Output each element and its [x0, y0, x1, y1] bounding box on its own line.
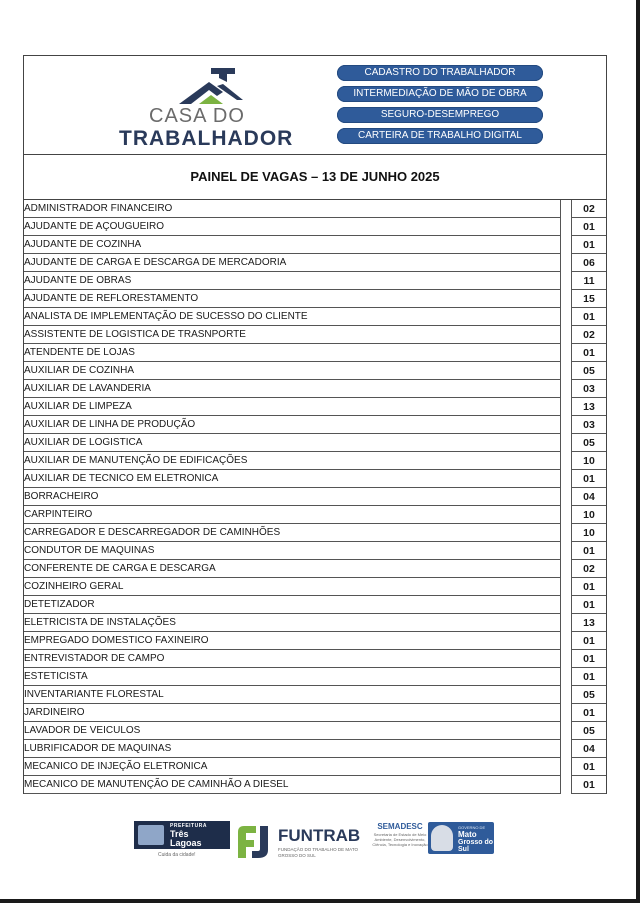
column-gap	[561, 416, 572, 434]
table-row	[24, 758, 606, 776]
column-gap	[561, 434, 572, 452]
funtrab-subtitle: FUNDAÇÃO DO TRABALHO DE MATO GROSSO DO SUL	[278, 847, 359, 858]
vaga-quantidade: 01	[572, 596, 607, 614]
table-row	[24, 308, 606, 326]
vaga-quantidade: 02	[572, 560, 607, 578]
service-cadastro: CADASTRO DO TRABALHADOR	[337, 65, 543, 81]
column-gap	[561, 380, 572, 398]
column-gap	[561, 344, 572, 362]
table-row	[24, 542, 606, 560]
column-gap	[561, 308, 572, 326]
vaga-cargo: ATENDENTE DE LOJAS	[24, 344, 561, 362]
table-row	[24, 632, 606, 650]
vaga-cargo: ELETRICISTA DE INSTALAÇÕES	[24, 614, 561, 632]
funtrab-name: FUNTRAB	[278, 826, 361, 845]
table-row	[24, 434, 606, 452]
vaga-quantidade: 01	[572, 668, 607, 686]
vaga-cargo: JARDINEIRO	[24, 704, 561, 722]
column-gap	[561, 362, 572, 380]
column-gap	[561, 578, 572, 596]
table-row	[24, 578, 606, 596]
vaga-quantidade: 05	[572, 686, 607, 704]
column-gap	[561, 470, 572, 488]
column-gap	[561, 722, 572, 740]
vaga-quantidade: 01	[572, 650, 607, 668]
table-row	[24, 416, 606, 434]
vaga-cargo: AJUDANTE DE COZINHA	[24, 236, 561, 254]
table-row	[24, 218, 606, 236]
vaga-cargo: CARREGADOR E DESCARREGADOR DE CAMINHÕES	[24, 524, 561, 542]
vaga-quantidade: 10	[572, 452, 607, 470]
vaga-cargo: AUXILIAR DE COZINHA	[24, 362, 561, 380]
vaga-cargo: CONFERENTE DE CARGA E DESCARGA	[24, 560, 561, 578]
vaga-quantidade: 01	[572, 218, 607, 236]
vaga-quantidade: 02	[572, 200, 607, 218]
table-row	[24, 200, 606, 218]
table-row	[24, 596, 606, 614]
table-row	[24, 344, 606, 362]
table-row	[24, 254, 606, 272]
vaga-cargo: MECANICO DE MANUTENÇÃO DE CAMINHÃO A DIESEL	[24, 776, 561, 794]
house-logo-icon	[177, 64, 247, 106]
column-gap	[561, 668, 572, 686]
vaga-quantidade: 01	[572, 470, 607, 488]
column-gap	[561, 398, 572, 416]
vaga-cargo: LUBRIFICADOR DE MAQUINAS	[24, 740, 561, 758]
table-row	[24, 614, 606, 632]
footer-logos	[0, 812, 640, 872]
state-emblem-icon	[431, 825, 453, 851]
column-gap	[561, 488, 572, 506]
column-gap	[561, 632, 572, 650]
vaga-quantidade: 01	[572, 308, 607, 326]
vaga-quantidade: 10	[572, 524, 607, 542]
vaga-cargo: EMPREGADO DOMESTICO FAXINEIRO	[24, 632, 561, 650]
table-row	[24, 524, 606, 542]
vaga-cargo: MECANICO DE INJEÇÃO ELETRONICA	[24, 758, 561, 776]
service-intermediacao: INTERMEDIAÇÃO DE MÃO DE OBRA	[337, 86, 543, 102]
vaga-cargo: BORRACHEIRO	[24, 488, 561, 506]
column-gap	[561, 524, 572, 542]
vaga-quantidade: 04	[572, 740, 607, 758]
vaga-quantidade: 15	[572, 290, 607, 308]
column-gap	[561, 776, 572, 794]
semadesc-subtitle: Secretaria de Estado de Meio Ambiente, Desenvolvimento, Ciência, Tecnologia e Inovação	[372, 832, 428, 847]
vagas-table	[24, 200, 606, 794]
vaga-cargo: INVENTARIANTE FLORESTAL	[24, 686, 561, 704]
table-row	[24, 398, 606, 416]
prefeitura-label: PREFEITURA	[170, 823, 207, 829]
vaga-cargo: AJUDANTE DE REFLORESTAMENTO	[24, 290, 561, 308]
service-seguro-desemprego: SEGURO-DESEMPREGO	[337, 107, 543, 123]
column-gap	[561, 704, 572, 722]
vaga-cargo: AUXILIAR DE LOGISTICA	[24, 434, 561, 452]
vaga-cargo: AJUDANTE DE AÇOUGUEIRO	[24, 218, 561, 236]
column-gap	[561, 236, 572, 254]
funtrab-mark-icon	[234, 822, 274, 862]
funtrab-logo	[234, 820, 364, 864]
document	[23, 55, 607, 794]
vaga-cargo: ADMINISTRADOR FINANCEIRO	[24, 200, 561, 218]
vaga-cargo: DETETIZADOR	[24, 596, 561, 614]
semadesc-logo	[372, 822, 428, 862]
services-list	[337, 65, 543, 149]
table-row	[24, 740, 606, 758]
vaga-quantidade: 13	[572, 398, 607, 416]
column-gap	[561, 218, 572, 236]
vaga-cargo: LAVADOR DE VEICULOS	[24, 722, 561, 740]
vaga-cargo: CARPINTEIRO	[24, 506, 561, 524]
column-gap	[561, 326, 572, 344]
table-row	[24, 668, 606, 686]
column-gap	[561, 506, 572, 524]
column-gap	[561, 740, 572, 758]
prefeitura-city-line2: Lagoas	[170, 838, 202, 848]
column-gap	[561, 650, 572, 668]
vaga-cargo: AUXILIAR DE LIMPEZA	[24, 398, 561, 416]
semadesc-name: SEMADESC	[377, 822, 423, 831]
table-row	[24, 326, 606, 344]
table-row	[24, 290, 606, 308]
prefeitura-badge	[134, 821, 230, 849]
logo-text-line2: TRABALHADOR	[119, 127, 294, 150]
vaga-cargo: AJUDANTE DE CARGA E DESCARGA DE MERCADORIA	[24, 254, 561, 272]
vaga-quantidade: 03	[572, 416, 607, 434]
ms-name-line2: Grosso do Sul	[458, 839, 494, 853]
vaga-quantidade: 13	[572, 614, 607, 632]
vaga-quantidade: 03	[572, 380, 607, 398]
table-row	[24, 470, 606, 488]
vaga-quantidade: 01	[572, 758, 607, 776]
table-row	[24, 488, 606, 506]
column-gap	[561, 560, 572, 578]
vaga-quantidade: 01	[572, 578, 607, 596]
service-carteira-digital: CARTEIRA DE TRABALHO DIGITAL	[337, 128, 543, 144]
column-gap	[561, 272, 572, 290]
ms-name-line1: Mato	[458, 830, 477, 839]
table-row	[24, 236, 606, 254]
column-gap	[561, 200, 572, 218]
city-emblem-icon	[138, 825, 164, 845]
column-gap	[561, 686, 572, 704]
vaga-cargo: AUXILIAR DE LINHA DE PRODUÇÃO	[24, 416, 561, 434]
logo-text-line1: CASA DO	[149, 105, 245, 127]
table-row	[24, 722, 606, 740]
governo-ms-logo	[428, 822, 494, 854]
vaga-quantidade: 11	[572, 272, 607, 290]
table-row	[24, 560, 606, 578]
vaga-cargo: AUXILIAR DE LAVANDERIA	[24, 380, 561, 398]
prefeitura-slogan: Cuida da cidade!	[158, 852, 196, 858]
vaga-cargo: CONDUTOR DE MAQUINAS	[24, 542, 561, 560]
vaga-quantidade: 05	[572, 722, 607, 740]
column-gap	[561, 758, 572, 776]
column-gap	[561, 290, 572, 308]
vaga-quantidade: 01	[572, 236, 607, 254]
vaga-cargo: ANALISTA DE IMPLEMENTAÇÃO DE SUCESSO DO CLIENTE	[24, 308, 561, 326]
vaga-quantidade: 05	[572, 362, 607, 380]
prefeitura-tres-lagoas-logo	[134, 821, 230, 861]
vaga-cargo: AUXILIAR DE MANUTENÇÃO DE EDIFICAÇÕES	[24, 452, 561, 470]
vaga-quantidade: 04	[572, 488, 607, 506]
vaga-cargo: ESTETICISTA	[24, 668, 561, 686]
column-gap	[561, 614, 572, 632]
column-gap	[561, 596, 572, 614]
vaga-quantidade: 02	[572, 326, 607, 344]
table-row	[24, 362, 606, 380]
vaga-cargo: AJUDANTE DE OBRAS	[24, 272, 561, 290]
table-row	[24, 704, 606, 722]
table-row	[24, 650, 606, 668]
header	[24, 56, 606, 155]
column-gap	[561, 452, 572, 470]
column-gap	[561, 254, 572, 272]
vaga-cargo: AUXILIAR DE TECNICO EM ELETRONICA	[24, 470, 561, 488]
column-gap	[561, 542, 572, 560]
table-row	[24, 776, 606, 794]
vaga-cargo: ASSISTENTE DE LOGISTICA DE TRASNPORTE	[24, 326, 561, 344]
vaga-quantidade: 01	[572, 704, 607, 722]
table-row	[24, 380, 606, 398]
vaga-quantidade: 06	[572, 254, 607, 272]
table-row	[24, 686, 606, 704]
vaga-quantidade: 01	[572, 632, 607, 650]
vaga-quantidade: 01	[572, 542, 607, 560]
table-row	[24, 452, 606, 470]
page-title: PAINEL DE VAGAS – 13 DE JUNHO 2025	[24, 155, 606, 200]
vaga-quantidade: 05	[572, 434, 607, 452]
ms-label: GOVERNO DE	[458, 825, 486, 830]
casa-do-trabalhador-logo	[119, 62, 309, 152]
table-row	[24, 272, 606, 290]
vaga-quantidade: 01	[572, 344, 607, 362]
vaga-quantidade: 10	[572, 506, 607, 524]
prefeitura-city-line1: Três	[170, 829, 189, 839]
vaga-quantidade: 01	[572, 776, 607, 794]
table-row	[24, 506, 606, 524]
vaga-cargo: COZINHEIRO GERAL	[24, 578, 561, 596]
vaga-cargo: ENTREVISTADOR DE CAMPO	[24, 650, 561, 668]
